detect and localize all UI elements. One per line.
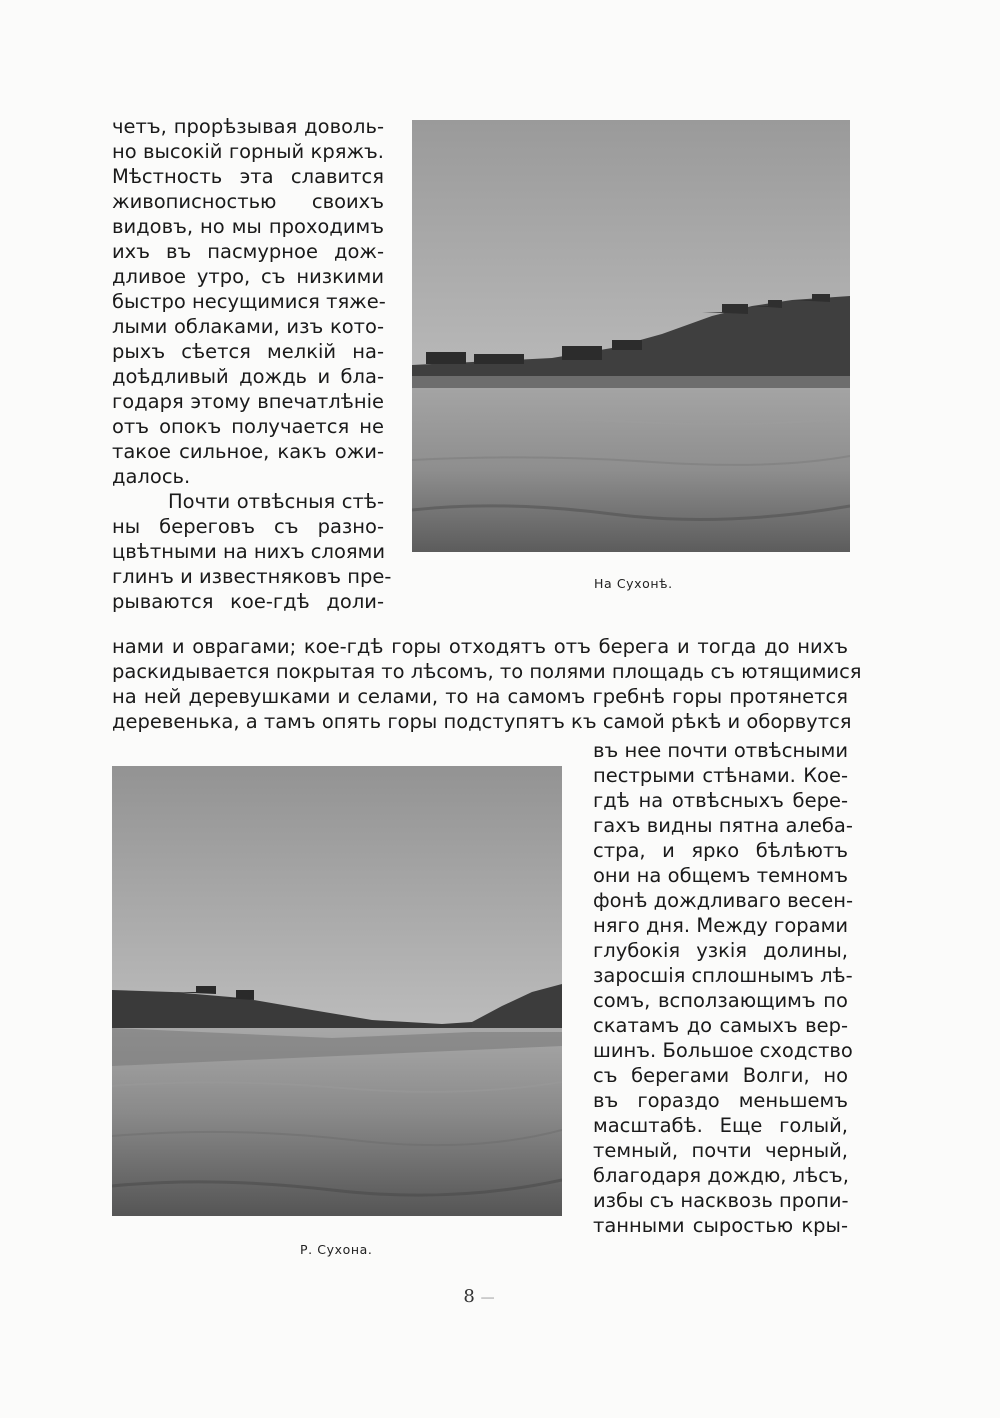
body-text-line: доѣдливый дождь и бла- (112, 365, 384, 388)
body-text-line: деревенька, а тамъ опять горы подступятъ къ самой рѣкѣ и оборвутся (112, 710, 852, 733)
body-text-line: раскидывается покрытая то лѣсомъ, то полями площадь съ ютящимися (112, 660, 862, 683)
body-text-line: глинъ и известняковъ пре- (112, 565, 392, 588)
body-text-line: благодаря дождю, лѣсъ, (593, 1164, 849, 1187)
body-text-line: скатамъ до самыхъ вер- (593, 1014, 848, 1037)
figure-caption: Р. Сухона. (300, 1242, 373, 1257)
body-text-line: рываются кое-гдѣ доли- (112, 590, 384, 613)
body-text-line: они на общемъ темномъ (593, 864, 848, 887)
body-text-line: въ гораздо меньшемъ (593, 1089, 848, 1112)
body-text-line: нами и оврагами; кое-гдѣ горы отходятъ отъ берега и тогда до нихъ (112, 635, 848, 658)
paragraph-first-line: Почти отвѣсныя стѣ- (168, 490, 384, 513)
body-text-line: стра, и ярко бѣлѣютъ (593, 839, 848, 862)
body-text-line: четъ, прорѣзывая доволь- (112, 115, 384, 138)
body-text-line: ны береговъ съ разно- (112, 515, 384, 538)
page-number-dash: — (480, 1290, 497, 1306)
body-text-line: дливое утро, съ низкими (112, 265, 384, 288)
body-text-line: годаря этому впечатлѣніе (112, 390, 384, 413)
body-text-line: масштабѣ. Еще голый, (593, 1114, 848, 1137)
body-text-line: шинъ. Большое сходство (593, 1039, 853, 1062)
body-text-line: такое сильное, какъ ожи- (112, 440, 384, 463)
body-text-line: въ нее почти отвѣсными (593, 739, 848, 762)
body-text-line: на ней деревушками и селами, то на самомъ гребнѣ горы протянется (112, 685, 848, 708)
body-text-line: сомъ, всползающимъ по (593, 989, 848, 1012)
body-text-line: живописностью своихъ (112, 190, 384, 213)
body-text-line: далось. (112, 465, 191, 488)
body-text-line: фонѣ дождливаго весен- (593, 889, 854, 912)
body-text-line: глубокія узкія долины, (593, 939, 848, 962)
body-text-line: рыхъ сѣется мелкій на- (112, 340, 384, 363)
photo-sukhona-river (112, 766, 562, 1216)
body-text-line: гдѣ на отвѣсныхъ бере- (593, 789, 848, 812)
body-text-line: темный, почти черный, (593, 1139, 848, 1162)
body-text-line: гахъ видны пятна алеба- (593, 814, 853, 837)
body-text-line: пестрыми стѣнами. Кое- (593, 764, 848, 787)
body-text-line: отъ опокъ получается не (112, 415, 384, 438)
body-text-line: избы съ насквозь пропи- (593, 1189, 849, 1212)
body-text-line: няго дня. Между горами (593, 914, 848, 937)
body-text-line: но высокій горный кряжъ. (112, 140, 384, 163)
body-text-line: заросшія сплошнымъ лѣ- (593, 964, 853, 987)
body-text-line: лыми облаками, изъ кото- (112, 315, 384, 338)
body-text-line: ихъ въ пасмурное дож- (112, 240, 384, 263)
figure-caption: На Сухонѣ. (594, 576, 673, 591)
body-text-line: быстро несущимися тяже- (112, 290, 386, 313)
body-text-line: танными сыростью кры- (593, 1214, 848, 1237)
body-text-line: видовъ, но мы проходимъ (112, 215, 384, 238)
body-text-line: съ берегами Волги, но (593, 1064, 848, 1087)
body-text-line: Мѣстность эта славится (112, 165, 384, 188)
page-number-value: 8 (463, 1286, 475, 1307)
photo-on-sukhona (412, 120, 850, 552)
page-number (440, 1286, 520, 1307)
body-text-line: цвѣтными на нихъ слоями (112, 540, 386, 563)
